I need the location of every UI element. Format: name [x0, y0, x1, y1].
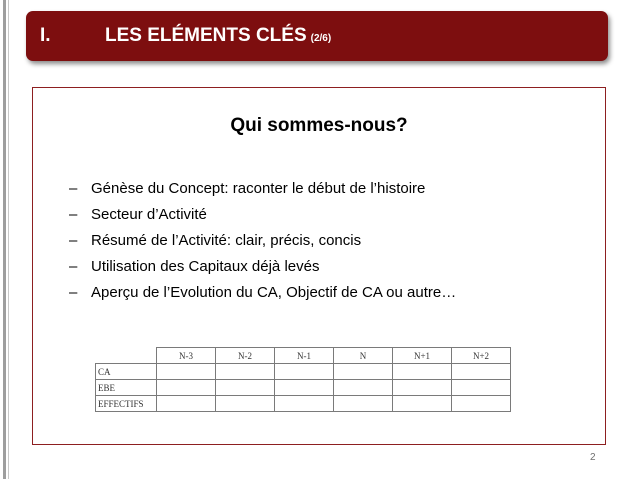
bullet-marker: – — [69, 206, 78, 223]
bullet-item — [69, 280, 456, 306]
table-row — [96, 380, 511, 396]
bullet-marker: – — [69, 258, 78, 275]
left-margin-rule — [3, 0, 6, 479]
table-cell — [216, 364, 275, 380]
bullet-text: Secteur d’Activité — [91, 206, 207, 223]
table-header-row — [96, 348, 511, 364]
bullet-item — [69, 254, 456, 280]
table-cell — [393, 364, 452, 380]
content-box — [32, 87, 606, 445]
bullet-text: Aperçu de l’Evolution du CA, Objectif de CA ou autre… — [91, 284, 457, 301]
table-cell — [452, 380, 511, 396]
table-cell — [393, 380, 452, 396]
table-column-header: N-3 — [157, 348, 216, 364]
table-column-header: N+2 — [452, 348, 511, 364]
bullet-item — [69, 176, 456, 202]
table-cell — [157, 396, 216, 412]
table-row-label: EBE — [96, 380, 157, 396]
table-cell — [275, 364, 334, 380]
bullet-item — [69, 228, 456, 254]
table-column-header: N — [334, 348, 393, 364]
table-cell — [157, 380, 216, 396]
table-row-label: EFFECTIFS — [96, 396, 157, 412]
table-cell — [334, 396, 393, 412]
table-column-header: N+1 — [393, 348, 452, 364]
table-cell — [452, 396, 511, 412]
table-cell — [216, 380, 275, 396]
left-margin-rule-thin — [8, 0, 9, 479]
table-corner — [96, 348, 157, 364]
bullet-text: Génèse du Concept: raconter le début de l’histoire — [91, 180, 426, 197]
bullet-text: Utilisation des Capitaux déjà levés — [91, 258, 320, 275]
table-cell — [334, 364, 393, 380]
table-cell — [275, 380, 334, 396]
bullet-text: Résumé de l’Activité: clair, précis, concis — [91, 232, 362, 249]
table-column-header: N-1 — [275, 348, 334, 364]
bullet-marker: – — [69, 284, 78, 301]
header-bar — [26, 11, 608, 61]
table-cell — [452, 364, 511, 380]
table-cell — [216, 396, 275, 412]
bullet-item — [69, 202, 456, 228]
table-column-header: N-2 — [216, 348, 275, 364]
table-cell — [334, 380, 393, 396]
table-row — [96, 364, 511, 380]
table-cell — [393, 396, 452, 412]
table-row-label: CA — [96, 364, 157, 380]
section-title — [105, 25, 331, 47]
section-number: I. — [40, 25, 51, 46]
table-cell — [157, 364, 216, 380]
bullet-marker: – — [69, 232, 78, 249]
bullet-marker: – — [69, 180, 78, 197]
section-title-text: LES ELÉMENTS CLÉS — [105, 25, 307, 46]
section-subtitle: (2/6) — [310, 33, 332, 44]
financial-table — [95, 347, 511, 412]
table-row — [96, 396, 511, 412]
table-cell — [275, 396, 334, 412]
content-heading: Qui sommes-nous? — [230, 115, 408, 136]
bullet-list — [69, 176, 456, 306]
page-number: 2 — [590, 452, 596, 463]
